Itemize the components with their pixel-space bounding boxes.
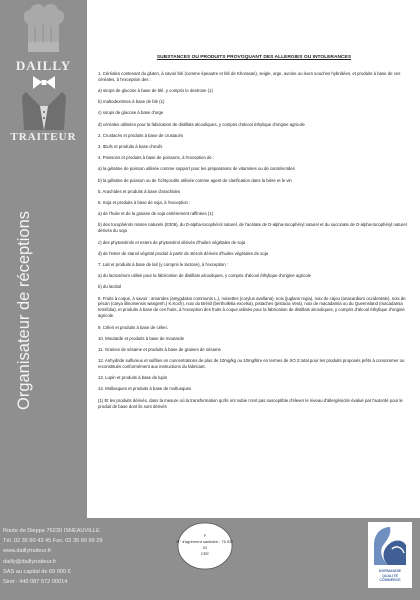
paragraph: b) des tocophérols mixtes naturels (E306), du D-alpha-tocophérol naturel, de l'acétate de D-alpha-tocophéryl naturel et du succinate de D-alpha-tocophéryl naturel dérivés du soja: [98, 222, 407, 234]
quality-line: NORMANDIE: [378, 569, 402, 573]
paragraph: a) la gélatine de poisson utilisée comme support pour les préparations de vitamines ou de caroténoïdes: [98, 166, 295, 172]
paragraph: (1) Et les produits dérivés, dans la mesure où la transformation qu'ils ont subie n'est pas susceptible d'élever le niveau d'allergénicité évalué par l'autorité pour le produit de base dont ils sont dérivés: [98, 397, 403, 409]
paragraph: 10. Moutarde et produits à base de moutarde: [98, 335, 184, 341]
phone-fax: Tél. 02 35 60 43 45 Fax. 02 35 60 99 29: [3, 538, 103, 545]
paragraph: 11. Graines de sésame et produits à base de graines de sésame: [98, 346, 221, 352]
sanitary-approval: [175, 533, 235, 557]
quality-text: [368, 569, 412, 583]
paragraph: b) du lactitol: [98, 284, 122, 290]
paragraph: 2. Crustacés et produits à base de crustacés: [98, 132, 184, 138]
email-link[interactable]: dailly@daillytraiteur.fr: [3, 558, 57, 565]
sanitary-label: N° d'agrément sanitaire : 76 537 02: [176, 539, 234, 550]
sanitary-country: F: [203, 533, 207, 538]
bow-tie-icon: [31, 72, 57, 94]
sidebar: [0, 0, 87, 600]
document-title: SUBSTANCES OU PRODUITS PROVOQUANT DES ALLERGIES OU INTOLERANCES: [156, 55, 352, 60]
paragraph: b) maltodextrines à base de blé (1): [98, 99, 165, 105]
paragraph: 14. Mollusques et produits à base de mollusques: [98, 386, 192, 392]
paragraph: a) sirops de glucose à base de blé, y compris le dextrose (1): [98, 88, 213, 94]
paragraph: 3. Œufs et produits à base d'œufs: [98, 144, 163, 150]
paragraph: b) la gélatine de poisson ou de l'ichtyocolle utilisée comme agent de clarification dans la bière et le vin: [98, 177, 292, 183]
quality-line: QUALITÉ: [382, 573, 398, 578]
paragraph: 1. Céréales contenant du gluten, à savoir blé (comme épeautre et blé de Khorasan), seigle, orge, avoine ou leurs souches hybridées, et produits à base de ces céréales, à l'exception des :: [98, 70, 401, 82]
paragraph: c) des phytostérols et esters de phytostérol dérivés d'huiles végétales de soja: [98, 239, 246, 245]
paragraph: 13. Lupin et produits à base de lupin: [98, 375, 168, 381]
website-link[interactable]: www.daillytraiteur.fr: [3, 548, 52, 555]
chef-hat-icon: [20, 2, 67, 54]
paragraph: 7. Lait et produits à base de lait (y compris le lactose), à l'exception :: [98, 261, 229, 267]
tagline: Organisateur de réceptions: [15, 210, 33, 410]
paragraph: 6. Soja et produits à base de soja, à l'exception :: [98, 200, 191, 206]
paragraph: 8. Fruits à coque, à savoir : amandes (amygdalus communis L.), noisettes (corylus avellana), noix (juglans regia), noix de cajou (anacardium occidentale), noix de pécan (carya illinoinensis wangenh.) K.Koch), noix du Brésil (bertholletia excelsa), pistaches (pistacia Vera), noix de macadamia ou du Queensland (macadamia ternifolia), et produits à base de ces fruits, à l'exception des fruits à coque utilisés pour la fabrication de distillats alcooliques, y compris d'alcool éthylique d'origine agricole.: [98, 295, 406, 319]
paragraph: d) de l'ester de stanol végétal produit à partir de stérols dérivés d'huiles végétales de soja: [98, 250, 269, 256]
address: Route de Dieppe 76230 ISNEAUVILLE: [3, 528, 100, 534]
normandie-quality-logo-icon: [372, 525, 408, 567]
quality-line: COMMERCE: [379, 578, 401, 583]
contact-info: [3, 526, 173, 587]
paragraph: 5. Arachides et produits à base d'arachides: [98, 188, 181, 194]
siret: Siret : 440 087 572 00014: [3, 579, 68, 586]
allergen-document: [98, 55, 410, 415]
paragraph: a) de l'huile et de la graisse de soja entièrement raffinées (1): [98, 211, 214, 217]
paragraph: 4. Poissons et produits à base de poissons, à l'exception de :: [98, 155, 215, 161]
company-capital: SAS au capital de 69 000 €: [3, 568, 71, 575]
brand-name-bottom: TRAITEUR: [10, 131, 77, 143]
paragraph: 9. Céleri et produits à base de céleri.: [98, 324, 168, 330]
sanitary-suffix: CEE: [200, 551, 210, 556]
paragraph: d) céréales utilisées pour la fabrication de distillats alcooliques, y compris d'alcool éthylique d'origine agricole: [98, 121, 305, 127]
paragraph: c) sirops de glucose à base d'orge: [98, 110, 164, 116]
paragraph: 12. Anhydride sulfureux et sulfites en concentrations de plus de 10mg/kg ou 10mg/litre en termes de SO 2 total pour les produits proposés prêts à consommer ou reconstitués conformément aux instructions du fabricant.: [98, 358, 405, 370]
tuxedo-icon: [22, 92, 66, 130]
paragraph: a) du lactosérum utilisé pour la fabrication de distillats alcooliques, y compris d'alcool éthylique d'origine agricole: [98, 273, 312, 279]
quality-badge: [368, 522, 412, 588]
brand-name-top: DAILLY: [15, 58, 72, 73]
